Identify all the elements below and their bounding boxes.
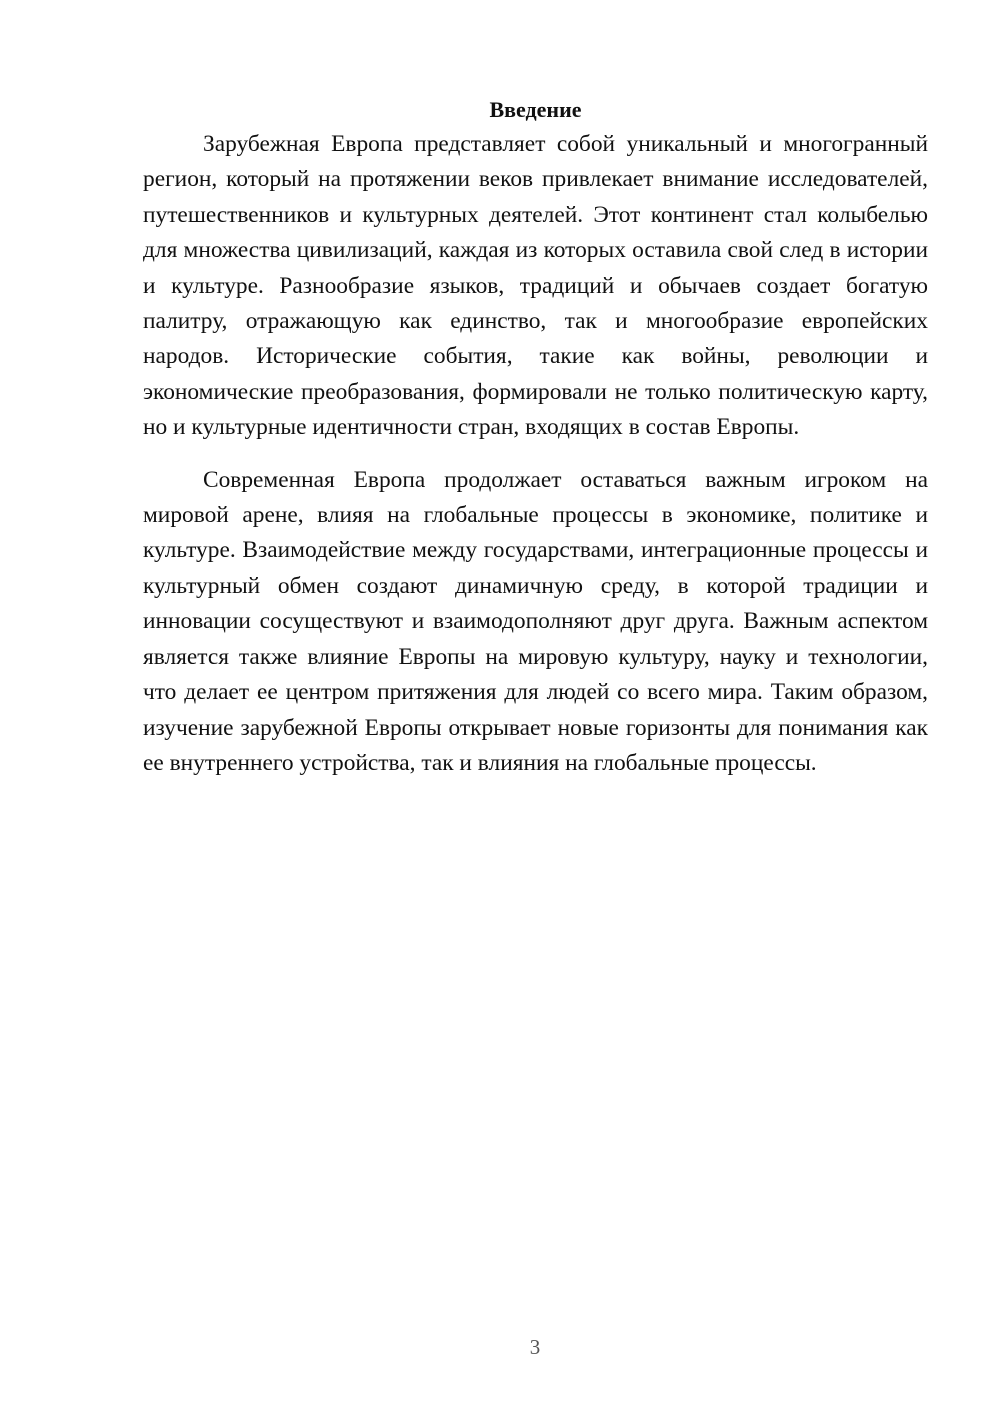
paragraph: Современная Европа продолжает оставаться важным игроком на мировой арене, влияя на глобальные процессы в экономике, политике и культуре. Взаимодействие между государствами, интеграционные процессы и культурный обмен создают динамичную среду, в которой традиции и инновации сосуществуют и взаимодополняют друг друга. Важным аспектом является также влияние Европы на мировую культуру, науку и технологии, что делает ее центром притяжения для людей со всего мира. Таким образом, изучение зарубежной Европы открывает новые горизонты для понимания как ее внутреннего устройства, так и влияния на глобальные процессы.	[143, 466, 928, 776]
page-body	[143, 94, 928, 781]
section-title: Введение	[489, 97, 582, 122]
paragraph: Зарубежная Европа представляет собой уникальный и многогранный регион, который на протяжении веков привлекает внимание исследователей, путешественников и культурных деятелей. Этот континент стал колыбелью для множества цивилизаций, каждая из которых оставила свой след в истории и культуре. Разнообразие языков, традиций и обычаев создает богатую палитру, отражающую как единство, так и многообразие европейских народов. Исторические события, такие как войны, революции и экономические преобразования, формировали не только политическую карту, но и культурные идентичности стран, входящих в состав Европы.	[143, 131, 928, 441]
page-number: 3	[529, 1335, 541, 1359]
